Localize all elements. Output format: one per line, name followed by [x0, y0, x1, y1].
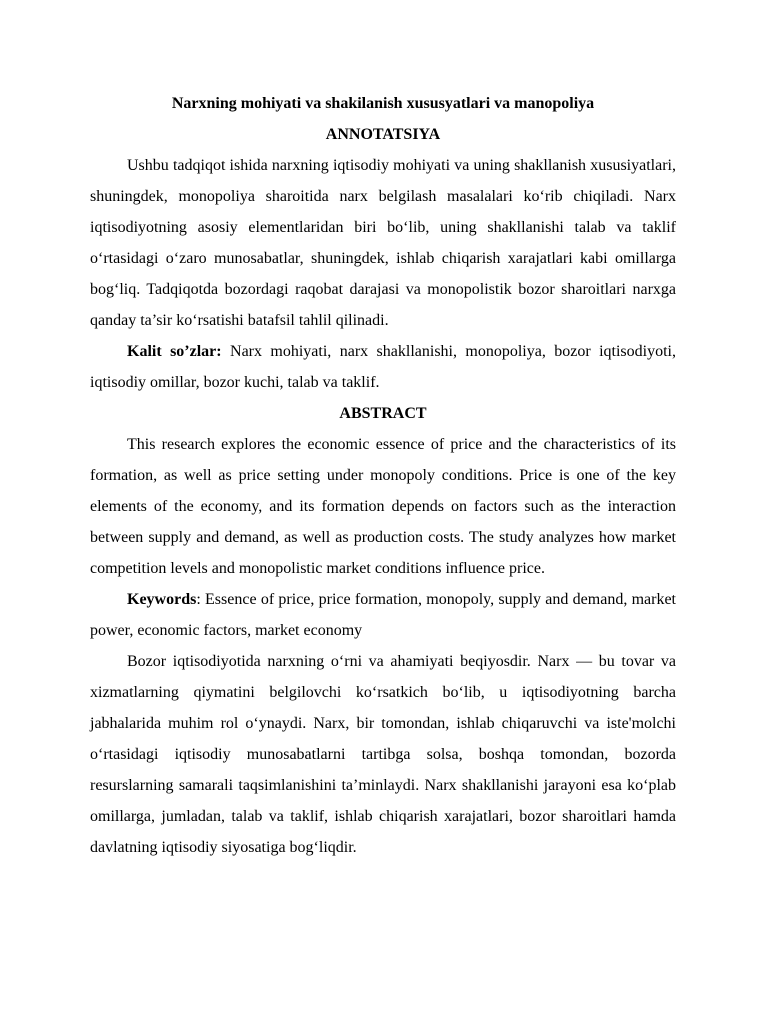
annotation-paragraph: Ushbu tadqiqot ishida narxning iqtisodiy mohiyati va uning shakllanish xususiyatlari, shuningdek, monopoliya sharoitida narx belgilash masalalari ko‘rib chiqiladi. Narx iqtisodiyotning asosiy elementlaridan biri bo‘lib, uning shakllanishi talab va taklif o‘rtasidagi o‘zaro munosabatlar, shuningdek, ishlab chiqarish xarajatlari kabi omillarga bog‘liq. Tadqiqotda bozordagi raqobat darajasi va monopolistik bozor sharoitlari narxga qanday ta’sir ko‘rsatishi batafsil tahlil qilinadi.	[90, 157, 676, 329]
paper-title: Narxning mohiyati va shakilanish xususyatlari va manopoliya	[171, 95, 595, 112]
abstract-keywords-label: Keywords	[127, 591, 197, 608]
intro-paragraph: Bozor iqtisodiyotida narxning o‘rni va ahamiyati beqiyosdir. Narx — bu tovar va xizmatlarning qiymatini belgilovchi ko‘rsatkich bo‘lib, u iqtisodiyotning barcha jabhalarida muhim rol o‘ynaydi. Narx, bir tomondan, ishlab chiqaruvchi va iste'molchi o‘rtasidagi iqtisodiy munosabatlarni tartibga solsa, boshqa tomondan, bozorda resurslarning samarali taqsimlanishini ta’minlaydi. Narx shakllanishi jarayoni esa ko‘plab omillarga, jumladan, talab va taklif, ishlab chiqarish xarajatlari, bozor sharoitlari hamda davlatning iqtisodiy siyosatiga bog‘liqdir.	[90, 653, 676, 856]
abstract-keywords	[90, 584, 676, 646]
annotation-keywords-text: Narx mohiyati, narx shakllanishi, monopoliya, bozor iqtisodiyoti, iqtisodiy omillar, bozor kuchi, talab va taklif.	[90, 343, 676, 391]
abstract-paragraph: This research explores the economic essence of price and the characteristics of its formation, as well as price setting under monopoly conditions. Price is one of the key elements of the economy, and its formation depends on factors such as the interaction between supply and demand, as well as production costs. The study analyzes how market competition levels and monopolistic market conditions influence price.	[90, 436, 676, 577]
annotation-keywords	[90, 336, 676, 398]
annotation-heading: ANNOTATSIYA	[325, 126, 441, 143]
abstract-keywords-text: : Essence of price, price formation, monopoly, supply and demand, market power, economic factors, market economy	[90, 591, 676, 639]
document-page	[90, 88, 676, 863]
annotation-keywords-label: Kalit so’zlar:	[127, 343, 222, 360]
abstract-heading: ABSTRACT	[339, 405, 427, 422]
